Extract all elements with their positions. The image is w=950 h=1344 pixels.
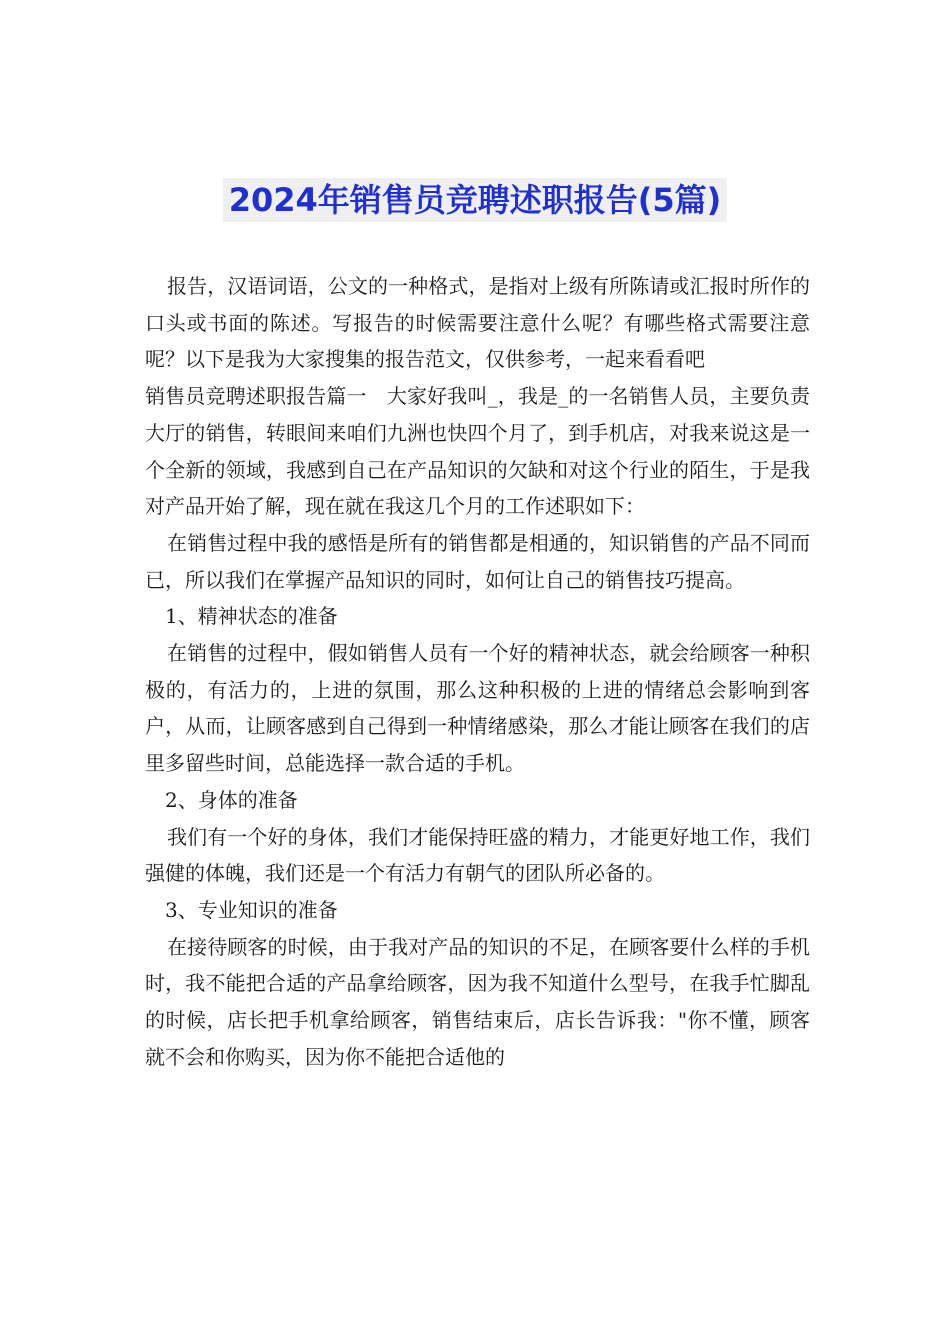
body-paragraph: 在销售的过程中，假如销售人员有一个好的精神状态，就会给顾客一种积极的，有活力的，上进的氛围，那么这种积极的上进的情绪总会影响到客户，从而，让顾客感到自己得到一种情绪感染，那么才能让顾客在我们的店里多留些时间，总能选择一款合适的手机。 xyxy=(145,641,810,776)
intro-paragraph: 报告，汉语词语，公文的一种格式，是指对上级有所陈请或汇报时所作的口头或书面的陈述。写报告的时候需要注意什么呢？有哪些格式需要注意呢？以下是我为大家搜集的报告范文，仅供参考，一起来看看吧 xyxy=(145,274,810,372)
section-one-paragraph: 销售员竞聘述职报告篇一 大家好我叫_，我是_的一名销售人员，主要负责大厅的销售，转眼间来咱们九洲也快四个月了，到手机店，对我来说这是一个全新的领域，我感到自己在产品知识的欠缺和对这个行业的陌生，于是我对产品开始了解，现在就在我这几个月的工作述职如下： xyxy=(145,384,810,519)
body-paragraph: 在销售过程中我的感悟是所有的销售都是相通的，知识销售的产品不同而已，所以我们在掌握产品知识的同时，如何让自己的销售技巧提高。 xyxy=(145,530,810,592)
title-container xyxy=(0,178,950,222)
section-heading: 3、专业知识的准备 xyxy=(165,897,338,922)
document-title: 2024年销售员竞聘述职报告(5篇) xyxy=(223,178,728,222)
body-paragraph: 我们有一个好的身体，我们才能保持旺盛的精力，才能更好地工作，我们强健的体魄，我们还是一个有活力有朝气的团队所必备的。 xyxy=(145,824,810,886)
body-paragraph: 在接待顾客的时候，由于我对产品的知识的不足，在顾客要什么样的手机时，我不能把合适的产品拿给顾客，因为我不知道什么型号，在我手忙脚乱的时候，店长把手机拿给顾客，销售结束后，店长告诉我："你不懂，顾客就不会和你购买，因为你不能把合适他的 xyxy=(145,934,810,1069)
section-heading: 1、精神状态的准备 xyxy=(165,604,338,629)
section-heading: 2、身体的准备 xyxy=(165,787,298,812)
document-body xyxy=(145,268,810,1075)
